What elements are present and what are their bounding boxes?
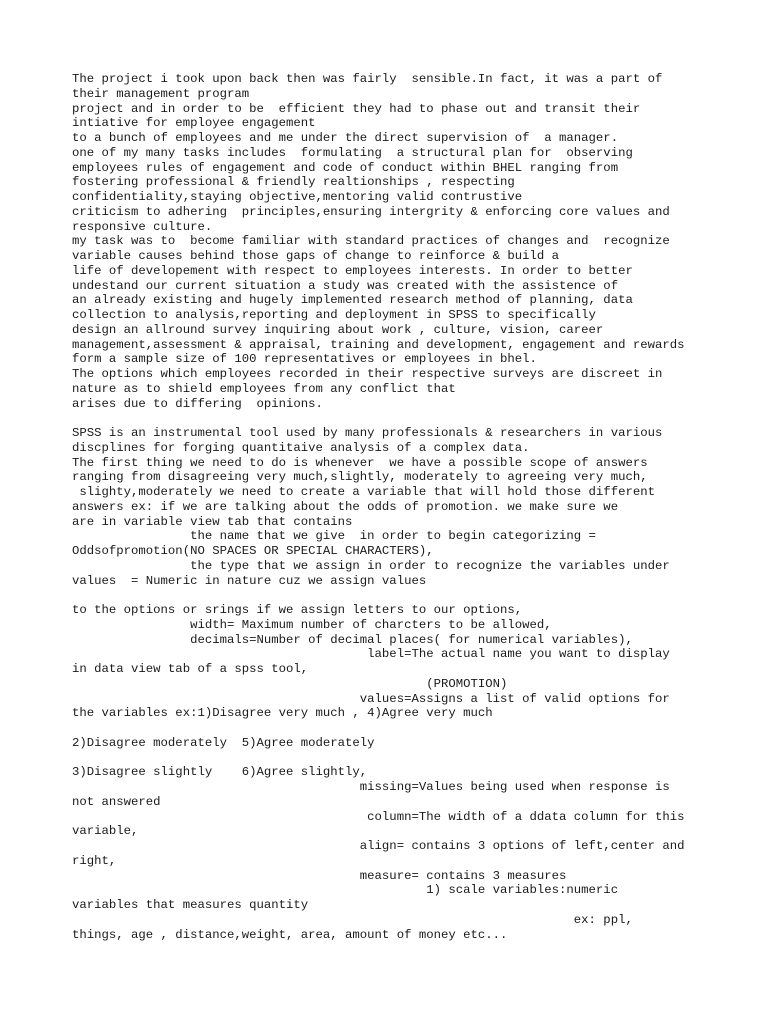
text-line: ranging from disagreeing very much,slightly, moderately to agreeing very much,	[72, 470, 648, 485]
text-line: ex: ppl,	[72, 912, 633, 927]
text-line	[72, 588, 712, 603]
text-line: in data view tab of a spss tool,	[72, 662, 309, 676]
text-line: things, age , distance,weight, area, amount of money etc...	[72, 927, 508, 942]
text-line: slighty,moderately we need to create a variable that will hold those different	[72, 485, 655, 499]
text-line: decimals=Number of decimal places( for numerical variables),	[72, 632, 633, 647]
text-line: align= contains 3 options of left,center and	[72, 839, 685, 853]
text-line: values = Numeric in nature cuz we assign values	[72, 573, 427, 588]
text-line: their management program	[72, 86, 250, 101]
text-line	[72, 751, 712, 766]
text-line: fostering professional & friendly realtionships , respecting	[72, 175, 515, 190]
text-line: nature as to shield employees from any conflict that	[72, 381, 456, 396]
text-line: variable causes behind those gaps of change to reinforce & build a	[72, 249, 560, 263]
text-line: The project i took upon back then was fairly sensible.In fact, it was a part of	[72, 72, 663, 86]
text-line: the variables ex:1)Disagree very much , 4)Agree very much	[72, 706, 493, 721]
text-line: management,assessment & appraisal, training and development, engagement and rewards	[72, 337, 685, 352]
text-line: not answered	[72, 794, 161, 809]
text-line: collection to analysis,reporting and deployment in SPSS to specifically	[72, 308, 596, 322]
text-line: variables that measures quantity	[72, 898, 309, 912]
text-line: design an allround survey inquiring about work , culture, vision, career	[72, 322, 604, 337]
text-line: to a bunch of employees and me under the direct supervision of a manager.	[72, 131, 619, 145]
text-line: variable,	[72, 824, 139, 839]
text-line: discplines for forging quantitaive analysis of a complex data.	[72, 440, 530, 455]
text-line: column=The width of a ddata column for this	[72, 809, 685, 824]
text-line: Oddsofpromotion(NO SPACES OR SPECIAL CHARACTERS),	[72, 544, 434, 558]
text-line: criticism to adhering principles,ensuring intergrity & enforcing core values and	[72, 204, 670, 219]
text-line: form a sample size of 100 representatives or employees in bhel.	[72, 352, 537, 367]
text-line: values=Assigns a list of valid options for	[72, 691, 670, 706]
text-line: one of my many tasks includes formulating a structural plan for observing	[72, 145, 633, 160]
text-line: arises due to differing opinions.	[72, 396, 323, 411]
text-line: the type that we assign in order to recognize the variables under	[72, 558, 670, 573]
text-line: measure= contains 3 measures	[72, 868, 567, 883]
text-line: 1) scale variables:numeric	[72, 883, 619, 898]
text-line: life of developement with respect to employees interests. In order to better	[72, 263, 633, 278]
text-line: responsive culture.	[72, 219, 213, 234]
text-line: undestand our current situation a study was created with the assistence of	[72, 278, 619, 293]
text-line: (PROMOTION)	[72, 676, 508, 691]
text-line: answers ex: if we are talking about the odds of promotion. we make sure we	[72, 499, 619, 514]
text-line: SPSS is an instrumental tool used by many professionals & researchers in various	[72, 426, 663, 440]
text-line	[72, 411, 712, 426]
text-line: 2)Disagree moderately 5)Agree moderately	[72, 735, 375, 750]
text-line: 3)Disagree slightly 6)Agree slightly,	[72, 765, 368, 780]
text-line: are in variable view tab that contains	[72, 514, 353, 529]
text-line	[72, 721, 712, 736]
text-line: project and in order to be efficient they had to phase out and transit their	[72, 101, 641, 116]
text-line: the name that we give in order to begin categorizing =	[72, 529, 596, 544]
text-line: intiative for employee engagement	[72, 116, 316, 131]
text-line: The options which employees recorded in their respective surveys are discreet in	[72, 367, 663, 381]
text-line: employees rules of engagement and code of conduct within BHEL ranging from	[72, 160, 619, 175]
text-line: to the options or srings if we assign letters to our options,	[72, 603, 523, 617]
text-line: confidentiality,staying objective,mentoring valid contrustive	[72, 190, 523, 204]
document-body-text	[72, 72, 712, 942]
text-line: an already existing and hugely implemented research method of planning, data	[72, 293, 633, 308]
text-line: missing=Values being used when response is	[72, 780, 670, 794]
text-line: width= Maximum number of charcters to be allowed,	[72, 617, 552, 632]
text-line: right,	[72, 853, 117, 868]
text-line: my task was to become familiar with standard practices of changes and recognize	[72, 234, 670, 249]
text-line: The first thing we need to do is whenever we have a possible scope of answers	[72, 455, 648, 470]
text-line: label=The actual name you want to display	[72, 647, 670, 662]
